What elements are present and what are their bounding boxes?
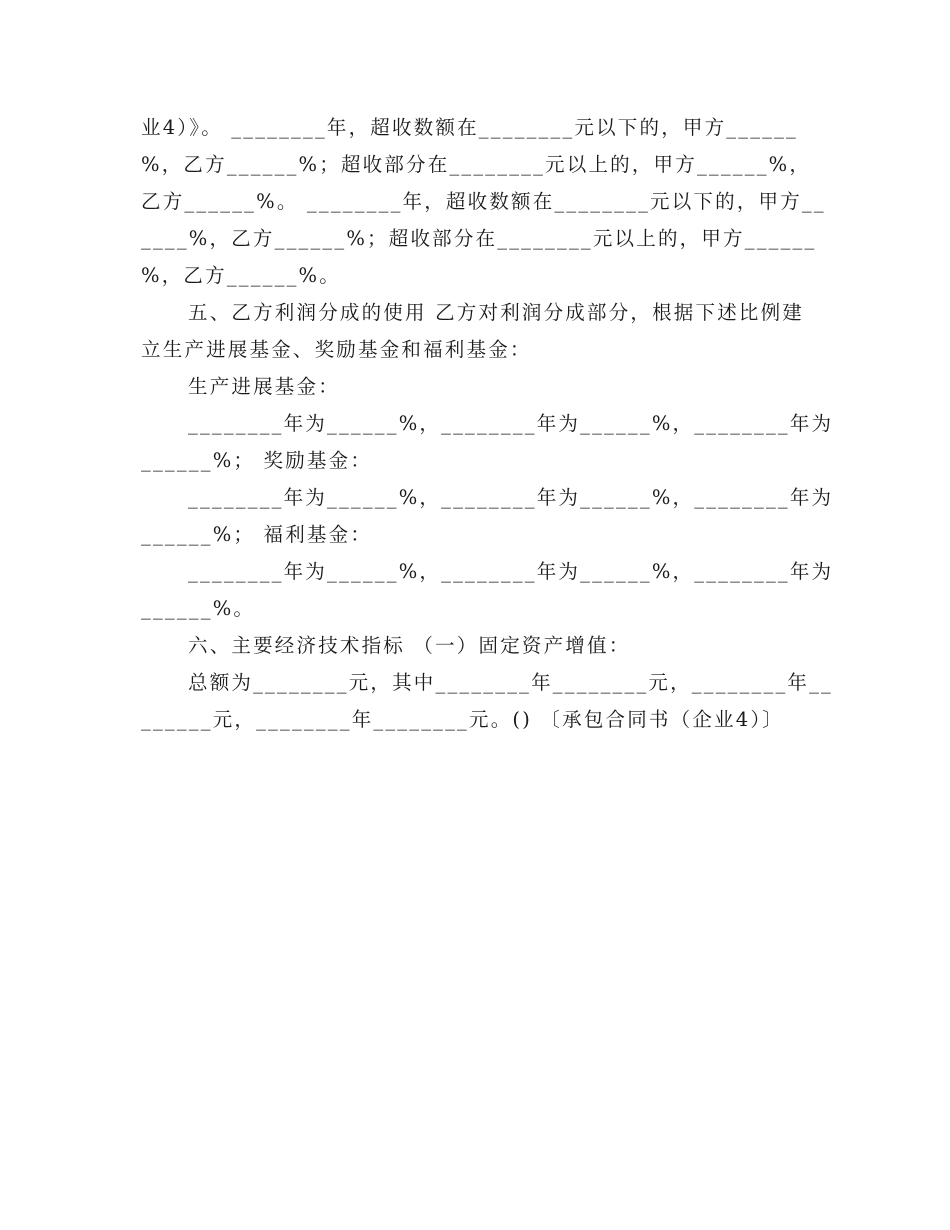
text-line: 总额为________元，其中________年________元，________年__ (188, 671, 833, 694)
text-line: ______%。 (141, 597, 256, 620)
text-line: ____%，乙方______%；超收部分在________元以上的，甲方______ (141, 227, 817, 250)
text-line: %，乙方______%；超收部分在________元以上的，甲方______%， (141, 153, 812, 176)
text-line: 立生产进展基金、奖励基金和福利基金： (141, 338, 532, 361)
text-line: 生产进展基金： (188, 375, 340, 398)
text-line: ________年为______%，________年为______%，________年为 (188, 412, 834, 435)
text-line: 乙方______%。 ________年，超收数额在________元以下的，甲方__ (141, 190, 826, 213)
section-heading: 五、乙方利润分成的使用 乙方对利润分成部分，根据下述比例建 (188, 301, 804, 324)
text-line: ________年为______%，________年为______%，________年为 (188, 560, 834, 583)
text-line: ________年为______%，________年为______%，________年为 (188, 486, 834, 509)
text-line: ______元，________年________元。() 〔承包合同书（企业4）〕 (141, 708, 784, 731)
text-line: 业4）》。 ________年，超收数额在________元以下的，甲方______ (141, 116, 799, 139)
text-line: ______%； 奖励基金： (141, 449, 373, 472)
text-line: ______%； 福利基金： (141, 523, 373, 546)
text-line: %，乙方______%。 (141, 264, 341, 287)
section-heading: 六、主要经济技术指标 （一）固定资产增值： (188, 634, 631, 657)
